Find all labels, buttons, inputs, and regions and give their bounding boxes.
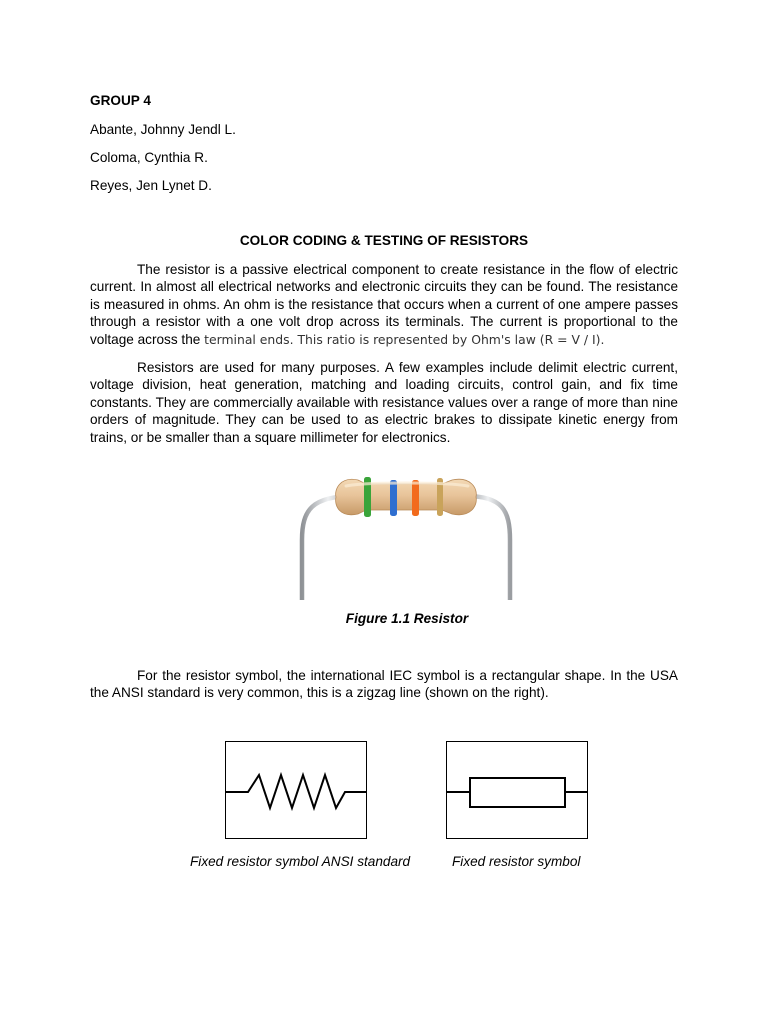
- member-name: Coloma, Cynthia R.: [90, 150, 208, 165]
- paragraph-line: orders of magnitude. They can be used to as electric brakes to dissipate kinetic energy from: [90, 412, 678, 428]
- paragraph-line: current. In almost all electrical networks and electronic circuits they can be found. The resistance: [90, 279, 678, 295]
- paragraph-resistor-definition: [90, 261, 678, 348]
- paragraph-line-end: terminal ends. This ratio is represented by Ohm's law (R = V / I).: [204, 331, 605, 347]
- paragraph-line: Resistors are used for many purposes. A few examples include delimit electric current,: [137, 360, 678, 375]
- iec-resistor-symbol: [446, 741, 588, 839]
- band-blue: [390, 480, 397, 516]
- paragraph-resistor-uses: [90, 359, 678, 446]
- paragraph-line: constants. They are commercially available with resistance values over a range of more than nine: [90, 394, 678, 410]
- document-title: COLOR CODING & TESTING OF RESISTORS: [239, 233, 529, 248]
- group-label: GROUP 4: [90, 93, 151, 108]
- paragraph-line: trains, or be smaller than a square millimeter for electronics.: [90, 429, 451, 445]
- figure-caption: Figure 1.1 Resistor: [345, 611, 469, 626]
- paragraph-line: through a resistor with a one volt drop across its terminals. The current is proportional to the: [90, 314, 678, 330]
- paragraph-line: the ANSI standard is very common, this is a zigzag line (shown on the right).: [90, 685, 549, 701]
- resistor-photo: [296, 462, 518, 600]
- ansi-symbol-caption: Fixed resistor symbol ANSI standard: [190, 854, 411, 869]
- member-name: Abante, Johnny Jendl L.: [90, 122, 236, 137]
- member-name: Reyes, Jen Lynet D.: [90, 178, 212, 193]
- paragraph-line: voltage division, heat generation, matching and loading circuits, control gain, and fix time: [90, 377, 678, 393]
- paragraph-line: The resistor is a passive electrical component to create resistance in the flow of electric: [137, 262, 678, 277]
- paragraph-resistor-symbols: [90, 667, 678, 702]
- band-orange: [412, 480, 419, 516]
- paragraph-line: is measured in ohms. An ohm is the resistance that occurs when a current of one ampere passes: [90, 296, 678, 312]
- ansi-resistor-symbol: [225, 741, 367, 839]
- zigzag-icon: [226, 775, 366, 808]
- paragraph-line: For the resistor symbol, the international IEC symbol is a rectangular shape. In the USA: [137, 668, 678, 683]
- paragraph-line: [90, 331, 678, 348]
- paragraph-line-start: voltage across the: [90, 331, 205, 347]
- rectangle-icon: [470, 778, 565, 807]
- right-lead: [466, 496, 510, 600]
- iec-symbol-caption: Fixed resistor symbol: [452, 854, 581, 869]
